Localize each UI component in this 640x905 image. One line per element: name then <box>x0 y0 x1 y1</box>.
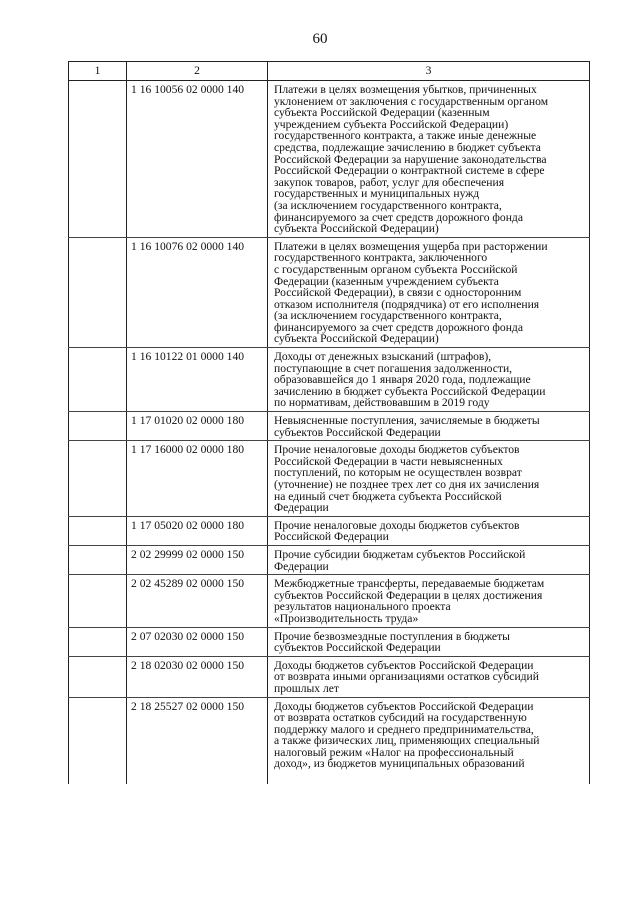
row-number-cell <box>69 545 127 574</box>
revenue-description-cell: Доходы от денежных взысканий (штрафов), поступающие в счет погашения задолженности, образовавшейся до 1 января 2020 года, подлежащие зачислению в бюджет субъекта Российской Федерации по нормативам, действовавшим в 2019 году <box>268 348 590 412</box>
table-header-row <box>69 62 590 81</box>
table-row <box>69 697 590 784</box>
row-number-cell <box>69 348 127 412</box>
table-row <box>69 545 590 574</box>
row-number-cell <box>69 441 127 517</box>
revenue-code-cell: 1 17 05020 02 0000 180 <box>127 516 268 545</box>
revenue-description-cell: Платежи в целях возмещения ущерба при расторжении государственного контракта, заключенного с государственным органом субъекта Российской Федерации (казенным учреждением субъекта Российской Федерации), в связи с односторонним отказом исполнителя (подрядчика) от его исполнения (за исключением государственного контракта, финансируемого за счет средств дорожного фонда субъекта Российской Федерации) <box>268 237 590 347</box>
revenue-description-cell: Прочие неналоговые доходы бюджетов субъектов Российской Федерации <box>268 516 590 545</box>
table-row <box>69 441 590 517</box>
row-number-cell <box>69 656 127 697</box>
revenue-description-cell: Невыясненные поступления, зачисляемые в бюджеты субъектов Российской Федерации <box>268 412 590 441</box>
revenue-code-cell: 2 18 02030 02 0000 150 <box>127 656 268 697</box>
revenue-code-cell: 2 18 25527 02 0000 150 <box>127 697 268 784</box>
table-row <box>69 516 590 545</box>
revenue-description-cell: Платежи в целях возмещения убытков, причиненных уклонением от заключения с государственным органом субъекта Российской Федерации (казенным учреждением субъекта Российской Федерации) государственного контракта, а также иные денежные средства, подлежащие зачислению в бюджет субъекта Российской Федерации за нарушение законодательства Российской Федерации о контрактной системе в сфере закупок товаров, работ, услуг для обеспечения государственных и муниципальных нужд (за исключением государственного контракта, финансируемого за счет средств дорожного фонда субъекта Российской Федерации) <box>268 81 590 238</box>
column-header-1: 1 <box>69 62 127 81</box>
revenue-code-cell: 1 17 16000 02 0000 180 <box>127 441 268 517</box>
revenue-code-cell: 2 02 45289 02 0000 150 <box>127 575 268 627</box>
revenue-code-cell: 2 07 02030 02 0000 150 <box>127 627 268 656</box>
revenue-description-cell: Прочие субсидии бюджетам субъектов Российской Федерации <box>268 545 590 574</box>
row-number-cell <box>69 412 127 441</box>
revenue-code-cell: 1 16 10056 02 0000 140 <box>127 81 268 238</box>
table-row <box>69 656 590 697</box>
revenue-description-cell: Доходы бюджетов субъектов Российской Федерации от возврата иными организациями остатков субсидий прошлых лет <box>268 656 590 697</box>
column-header-3: 3 <box>268 62 590 81</box>
revenue-classification-table <box>68 61 590 784</box>
revenue-description-cell: Межбюджетные трансферты, передаваемые бюджетам субъектов Российской Федерации в целях достижения результатов национального проекта «Производительность труда» <box>268 575 590 627</box>
table-row <box>69 627 590 656</box>
revenue-description-cell: Прочие неналоговые доходы бюджетов субъектов Российской Федерации в части невыясненных поступлений, по которым не осуществлен возврат (уточнение) не позднее трех лет со дня их зачисления на единый счет бюджета субъекта Российской Федерации <box>268 441 590 517</box>
row-number-cell <box>69 516 127 545</box>
row-number-cell <box>69 697 127 784</box>
row-number-cell <box>69 575 127 627</box>
table-row <box>69 348 590 412</box>
revenue-code-cell: 1 16 10076 02 0000 140 <box>127 237 268 347</box>
revenue-description-cell: Доходы бюджетов субъектов Российской Федерации от возврата остатков субсидий на государственную поддержку малого и среднего предпринимательства, а также физических лиц, применяющих специальный налоговый режим «Налог на профессиональный доход», из бюджетов муниципальных образований <box>268 697 590 784</box>
table-row <box>69 81 590 238</box>
row-number-cell <box>69 627 127 656</box>
page-number: 60 <box>312 31 328 47</box>
revenue-description-cell: Прочие безвозмездные поступления в бюджеты субъектов Российской Федерации <box>268 627 590 656</box>
revenue-code-cell: 1 17 01020 02 0000 180 <box>127 412 268 441</box>
table-row <box>69 575 590 627</box>
row-number-cell <box>69 237 127 347</box>
revenue-code-cell: 2 02 29999 02 0000 150 <box>127 545 268 574</box>
revenue-code-cell: 1 16 10122 01 0000 140 <box>127 348 268 412</box>
table-row <box>69 237 590 347</box>
row-number-cell <box>69 81 127 238</box>
table-row <box>69 412 590 441</box>
column-header-2: 2 <box>127 62 268 81</box>
